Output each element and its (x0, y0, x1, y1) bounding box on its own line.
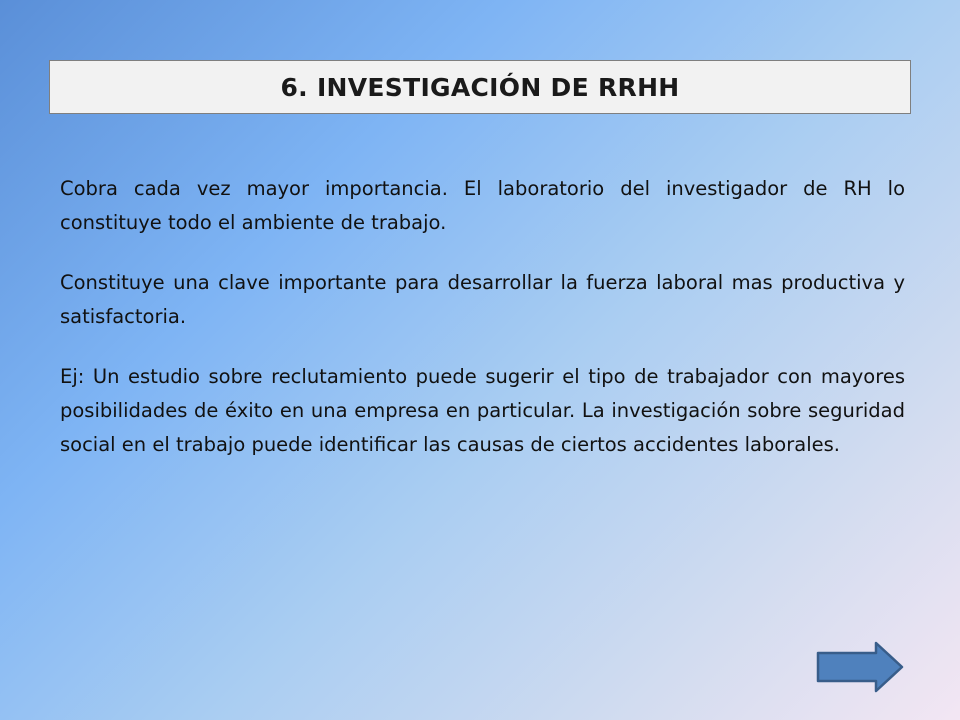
paragraph-key: Constituye una clave importante para desarrollar la fuerza laboral mas productiva y satisfactoria. (60, 271, 905, 328)
slide-content (60, 172, 905, 488)
slide-title: 6. INVESTIGACIÓN DE RRHH (280, 72, 680, 102)
paragraph-importance: Cobra cada vez mayor importancia. El laboratorio del investigador de RH lo constituye todo el ambiente de trabajo. (60, 177, 905, 234)
slide-title-box (49, 60, 911, 114)
right-arrow-icon (818, 643, 902, 691)
next-slide-button[interactable] (816, 641, 904, 693)
paragraph-example: Ej: Un estudio sobre reclutamiento puede sugerir el tipo de trabajador con mayores posibilidades de éxito en una empresa en particular. La investigación sobre seguridad social en el trabajo puede identificar las causas de ciertos accidentes laborales. (60, 365, 905, 456)
